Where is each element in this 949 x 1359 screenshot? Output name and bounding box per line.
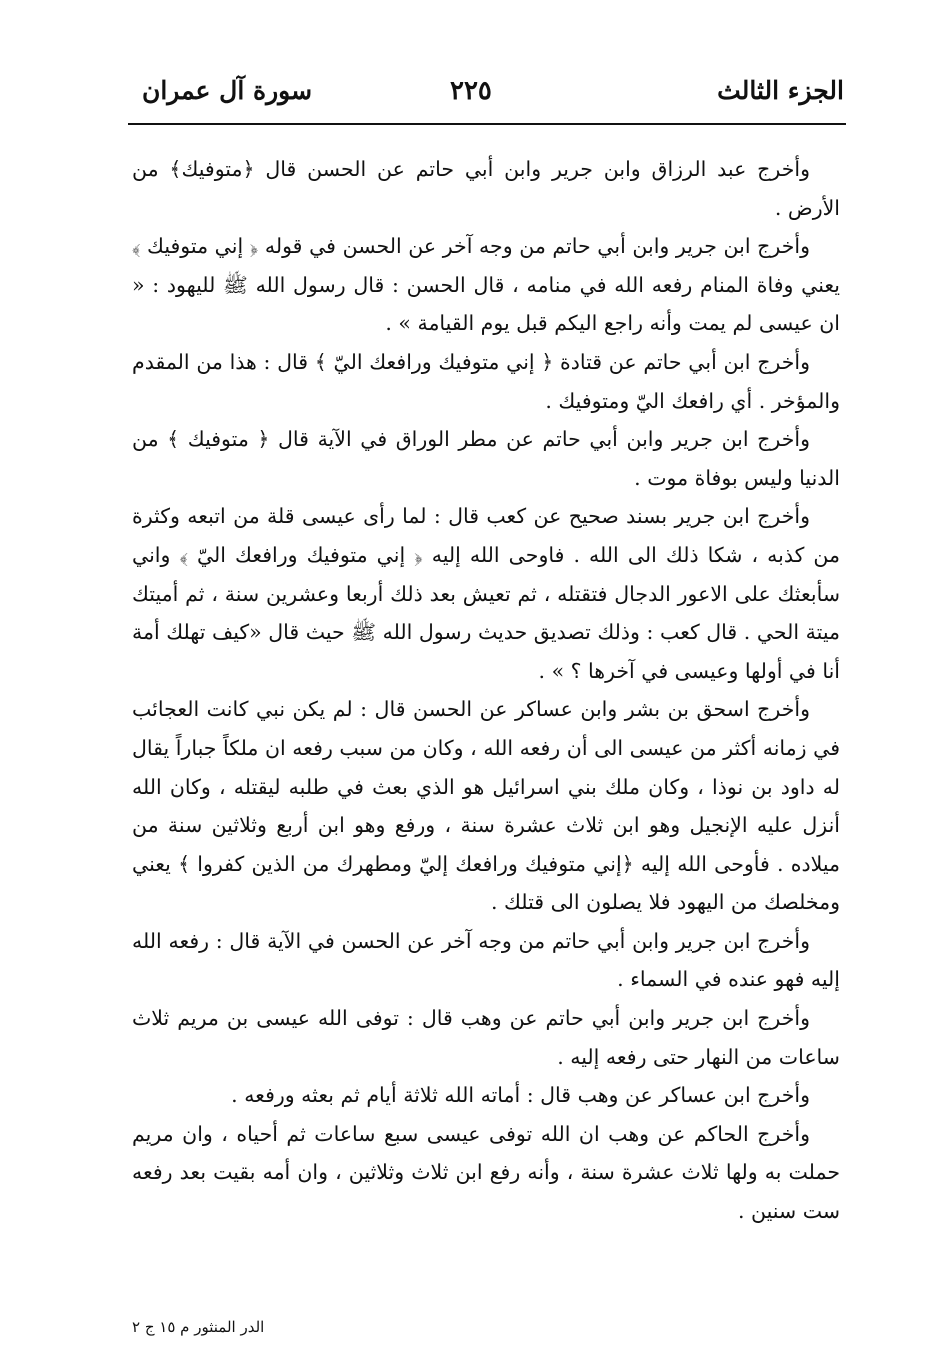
body-text xyxy=(132,150,840,1231)
paragraph: وأخرج ابن جرير وابن أبي حاتم من وجه آخر عن الحسن في قوله ﴿ إني متوفيك ﴾ يعني وفاة المنام رفعه الله في منامه ، قال الحسن : قال رسول الله ﷺ لليهود : « ان عيسى لم يمت وأنه راجع اليكم قبل يوم القيامة » . xyxy=(132,234,840,336)
paragraph: وأخرج ابن جرير بسند صحيح عن كعب قال : لما رأى عيسى قلة من اتبعه وكثرة من كذبه ، شكا ذلك الى الله . فاوحى الله إليه ﴿ إني متوفيك ورافعك اليّ ﴾ واني سأبعثك على الاعور الدجال فتقتله ، ثم تعيش بعد ذلك أربعا وعشرين سنة ، ثم أميتك ميتة الحي . قال كعب : وذلك تصديق حديث رسول الله ﷺ حيث قال «كيف تهلك أمة أنا في أولها وعيسى في آخرها ؟ » . xyxy=(132,504,840,683)
signature-mark: الدر المنثور م ١٥ ج ٢ xyxy=(132,1318,265,1336)
paragraph: وأخرج عبد الرزاق وابن جرير وابن أبي حاتم عن الحسن قال ﴿متوفيك﴾ من الأرض . xyxy=(132,157,840,220)
paragraph: وأخرج ابن عساكر عن وهب قال : أماته الله ثلاثة أيام ثم بعثه ورفعه . xyxy=(231,1083,810,1108)
paragraph: وأخرج اسحق بن بشر وابن عساكر عن الحسن قال : لم يكن نبي كانت العجائب في زمانه أكثر من عيسى الى أن رفعه الله ، وكان من سبب رفعه ان ملكاً جباراً يقال له داود بن نوذا ، وكان ملك بني اسرائيل هو الذي بعث في طلبه ليقتله ، وكان الله أنزل عليه الإنجيل وهو ابن ثلاث عشرة سنة ، ورفع وهو ابن أربع وثلاثين سنة من ميلاده . فأوحى الله إليه ﴿إني متوفيك ورافعك إليّ ومطهرك من الذين كفروا ﴾ يعني ومخلصك من اليهود فلا يصلون الى قتلك . xyxy=(132,697,840,915)
running-head-surah: سورة آل عمران xyxy=(142,76,313,105)
paragraph: وأخرج ابن أبي حاتم عن قتادة ﴿ إني متوفيك ورافعك اليّ ﴾ قال : هذا من المقدم والمؤخر . أي رافعك اليّ ومتوفيك . xyxy=(132,349,840,413)
page-header xyxy=(132,76,844,116)
paragraph: وأخرج ابن جرير وابن أبي حاتم عن وهب قال : توفى الله عيسى بن مريم ثلاث ساعات من النهار حتى رفعه إليه . xyxy=(132,1006,840,1069)
page-number: ٢٢٥ xyxy=(450,76,492,106)
paragraph: وأخرج ابن جرير وابن أبي حاتم عن مطر الوراق في الآية قال ﴿ متوفيك ﴾ من الدنيا وليس بوفاة موت . xyxy=(132,427,840,490)
paragraph: وأخرج الحاكم عن وهب ان الله توفى عيسى سبع ساعات ثم أحياه ، وان مريم حملت به ولها ثلاث عشرة سنة ، وأنه رفع ابن ثلاث وثلاثين ، وان أمه بقيت بعد رفعه ست سنين . xyxy=(132,1121,840,1224)
header-rule xyxy=(128,123,846,125)
paragraph: وأخرج ابن جرير وابن أبي حاتم من وجه آخر عن الحسن في الآية قال : رفعه الله إليه فهو عنده في السماء . xyxy=(132,928,840,992)
running-head-part: الجزء الثالث xyxy=(717,76,844,105)
